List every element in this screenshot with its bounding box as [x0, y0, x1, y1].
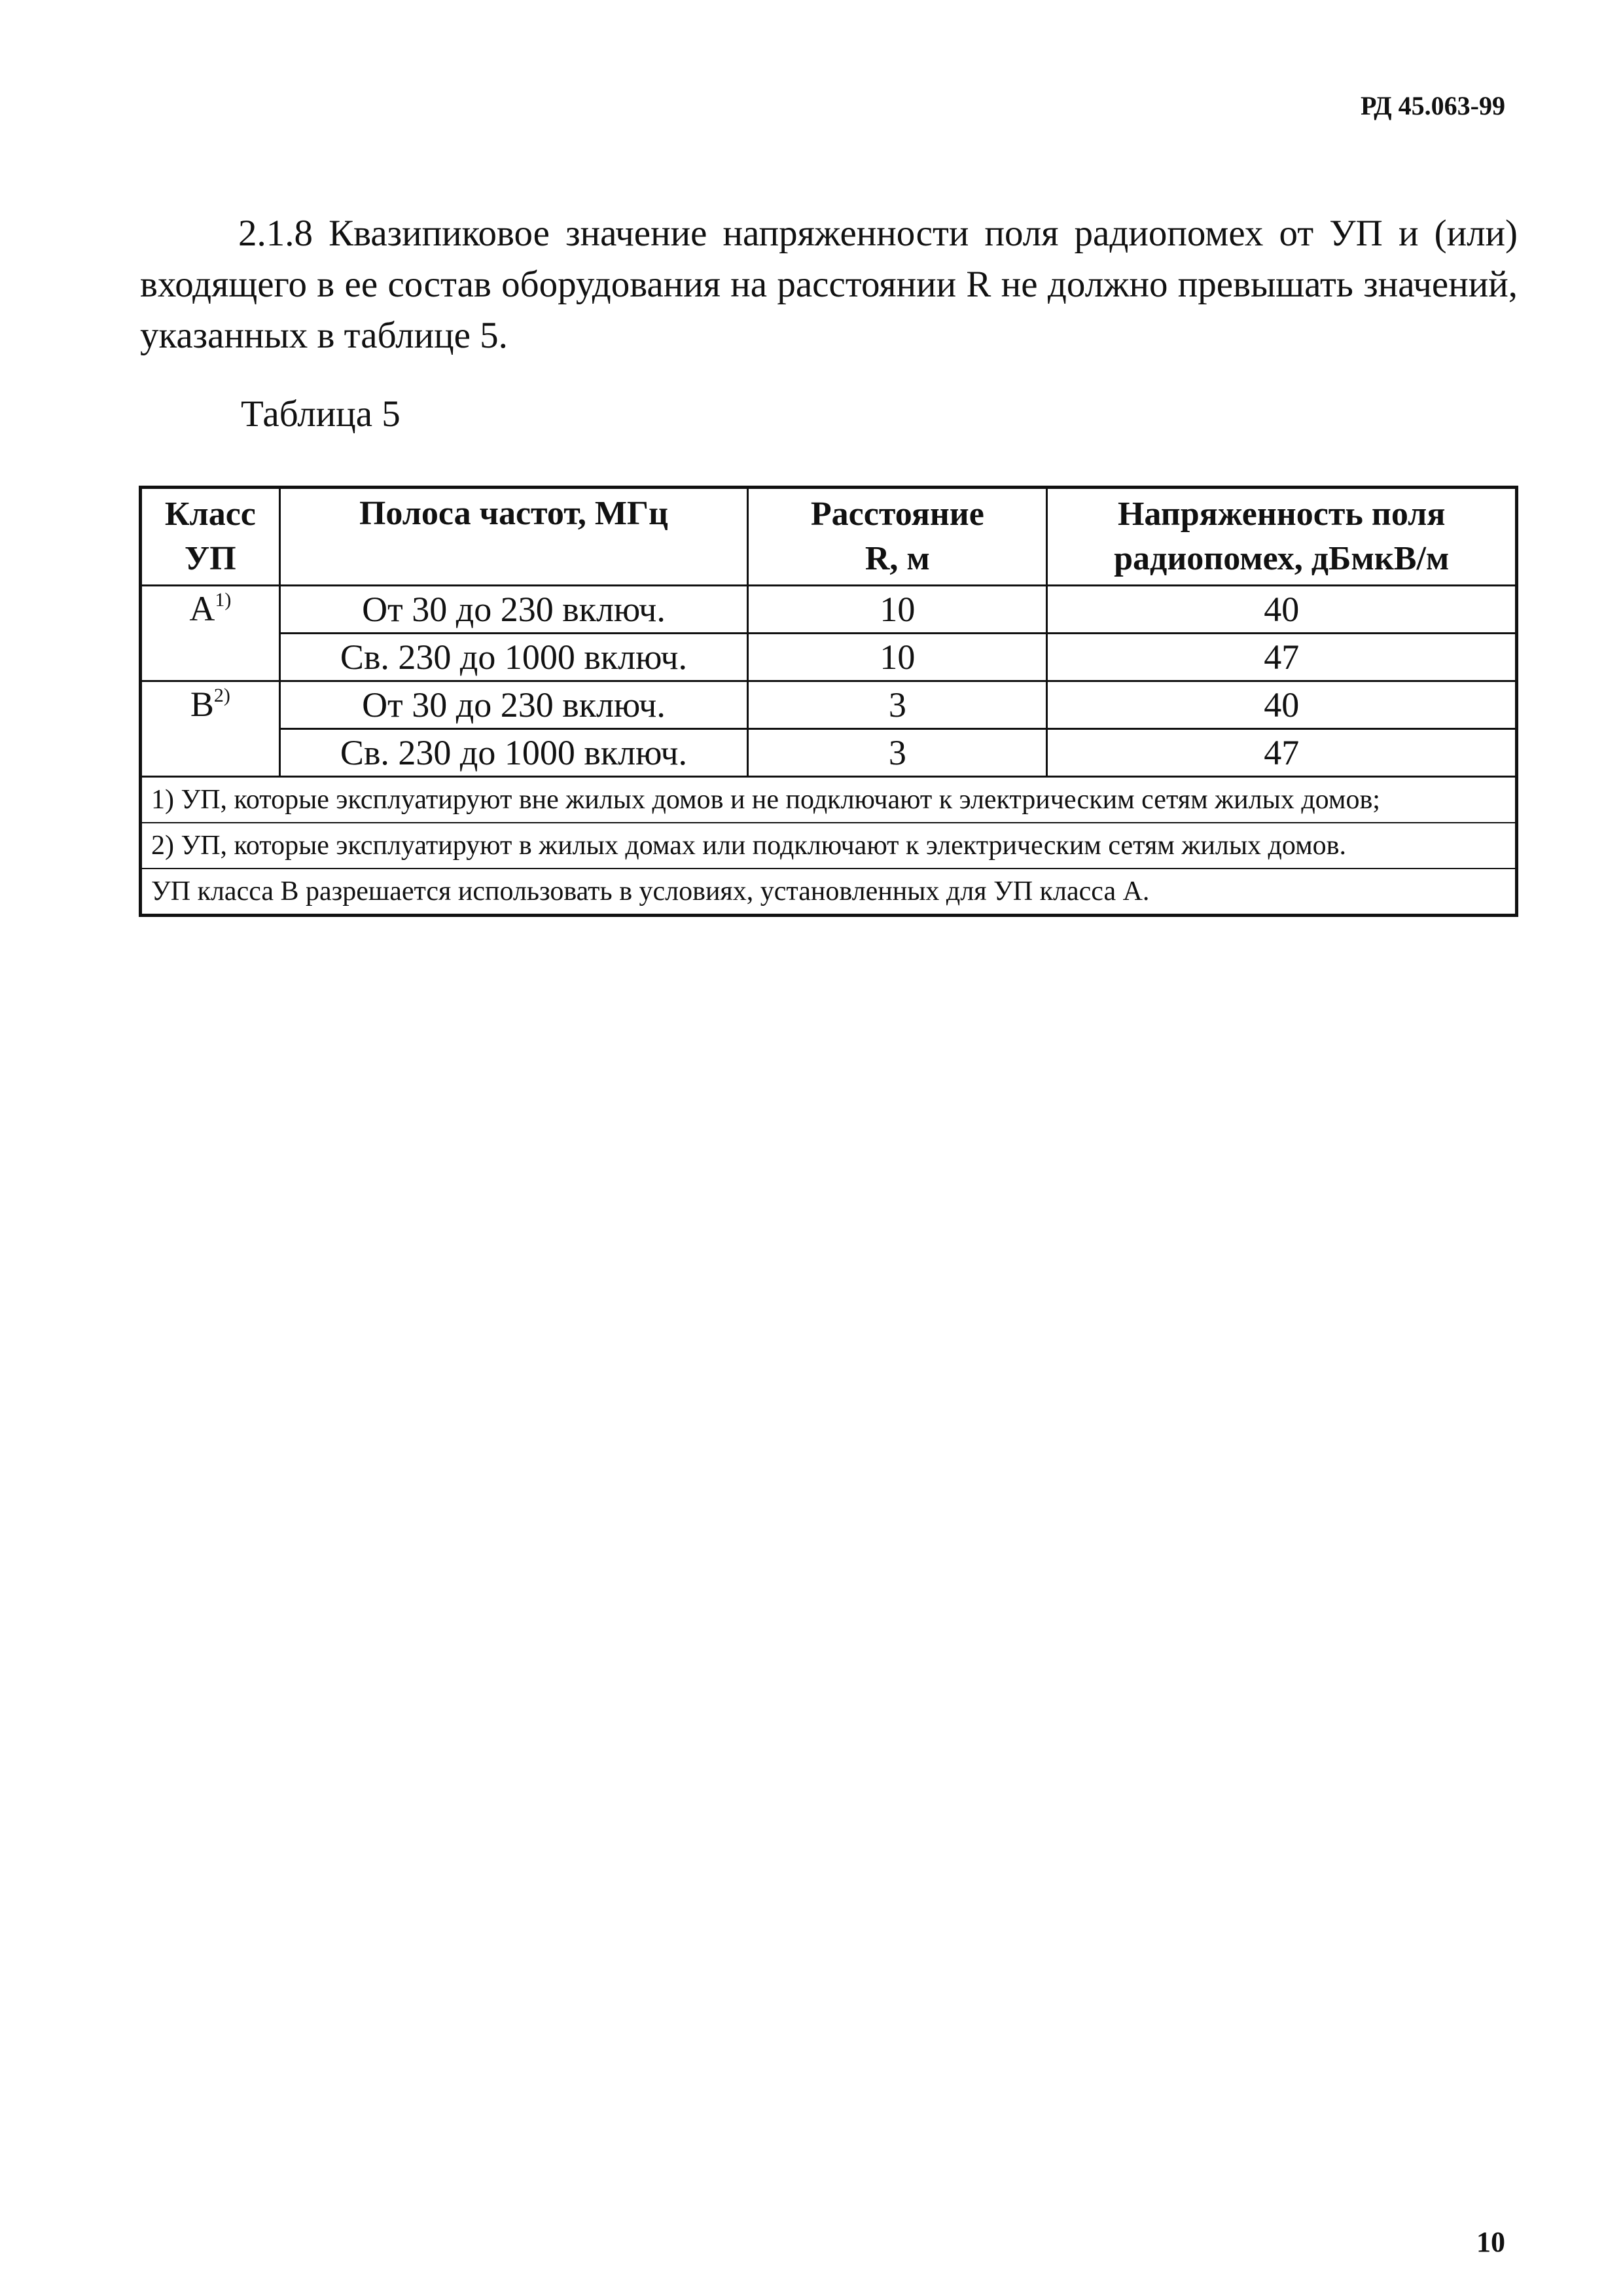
header-class-line1: Класс	[164, 495, 256, 533]
band-cell: От 30 до 230 включ.	[279, 586, 748, 634]
strength-cell: 40	[1047, 681, 1517, 729]
strength-cell: 47	[1047, 634, 1517, 681]
table-row	[141, 634, 1517, 681]
class-label: В	[190, 685, 214, 724]
header-strength-line2: радиопомех, дБмкВ/м	[1114, 540, 1450, 577]
table-notes-row	[141, 777, 1517, 916]
header-distance-line1: Расстояние	[810, 495, 984, 533]
distance-cell: 3	[748, 681, 1047, 729]
strength-cell: 47	[1047, 729, 1517, 777]
paragraph-text: Квазипиковое значение напряженности поля радиопомех от УП и (или) входящего в ее состав оборудования на расстоянии R не должно превышать значений, указанных в таблице 5.	[140, 213, 1518, 356]
band-cell: Св. 230 до 1000 включ.	[279, 634, 748, 681]
note-3: УП класса В разрешается использовать в условиях, установленных для УП класса А.	[151, 876, 1150, 906]
header-class	[141, 488, 280, 586]
band-cell: Св. 230 до 1000 включ.	[279, 729, 748, 777]
distance-cell: 10	[748, 634, 1047, 681]
table-notes	[141, 777, 1517, 916]
header-band	[279, 488, 748, 586]
header-band-text: Полоса частот, МГц	[359, 495, 668, 532]
note-2: 2) УП, которые эксплуатируют в жилых домах или подключают к электрическим сетям жилых домов.	[142, 823, 1515, 869]
header-distance	[748, 488, 1047, 586]
header-class-line2: УП	[185, 540, 236, 577]
distance-cell: 3	[748, 729, 1047, 777]
table-header-row	[141, 488, 1517, 586]
distance-cell: 10	[748, 586, 1047, 634]
class-cell-a	[141, 586, 280, 681]
note-ref: 1)	[215, 589, 232, 611]
table-row	[141, 586, 1517, 634]
table-caption: Таблица 5	[241, 393, 401, 435]
table-row	[141, 681, 1517, 729]
band-cell: От 30 до 230 включ.	[279, 681, 748, 729]
note-ref: 2)	[213, 685, 230, 706]
header-strength	[1047, 488, 1517, 586]
paragraph-number: 2.1.8	[238, 213, 313, 254]
document-code: РД 45.063-99	[1361, 91, 1505, 120]
strength-cell: 40	[1047, 586, 1517, 634]
class-label: А	[189, 589, 215, 628]
table-5	[139, 486, 1518, 917]
paragraph-2-1-8	[140, 208, 1518, 361]
header-strength-line1: Напряженность поля	[1117, 495, 1446, 533]
table-row	[141, 729, 1517, 777]
class-cell-b	[141, 681, 280, 777]
page-number: 10	[1476, 2226, 1505, 2258]
header-distance-line2: R, м	[865, 540, 930, 577]
note-1: 1) УП, которые эксплуатируют вне жилых домов и не подключают к электрическим сетям жилых домов;	[142, 778, 1515, 823]
